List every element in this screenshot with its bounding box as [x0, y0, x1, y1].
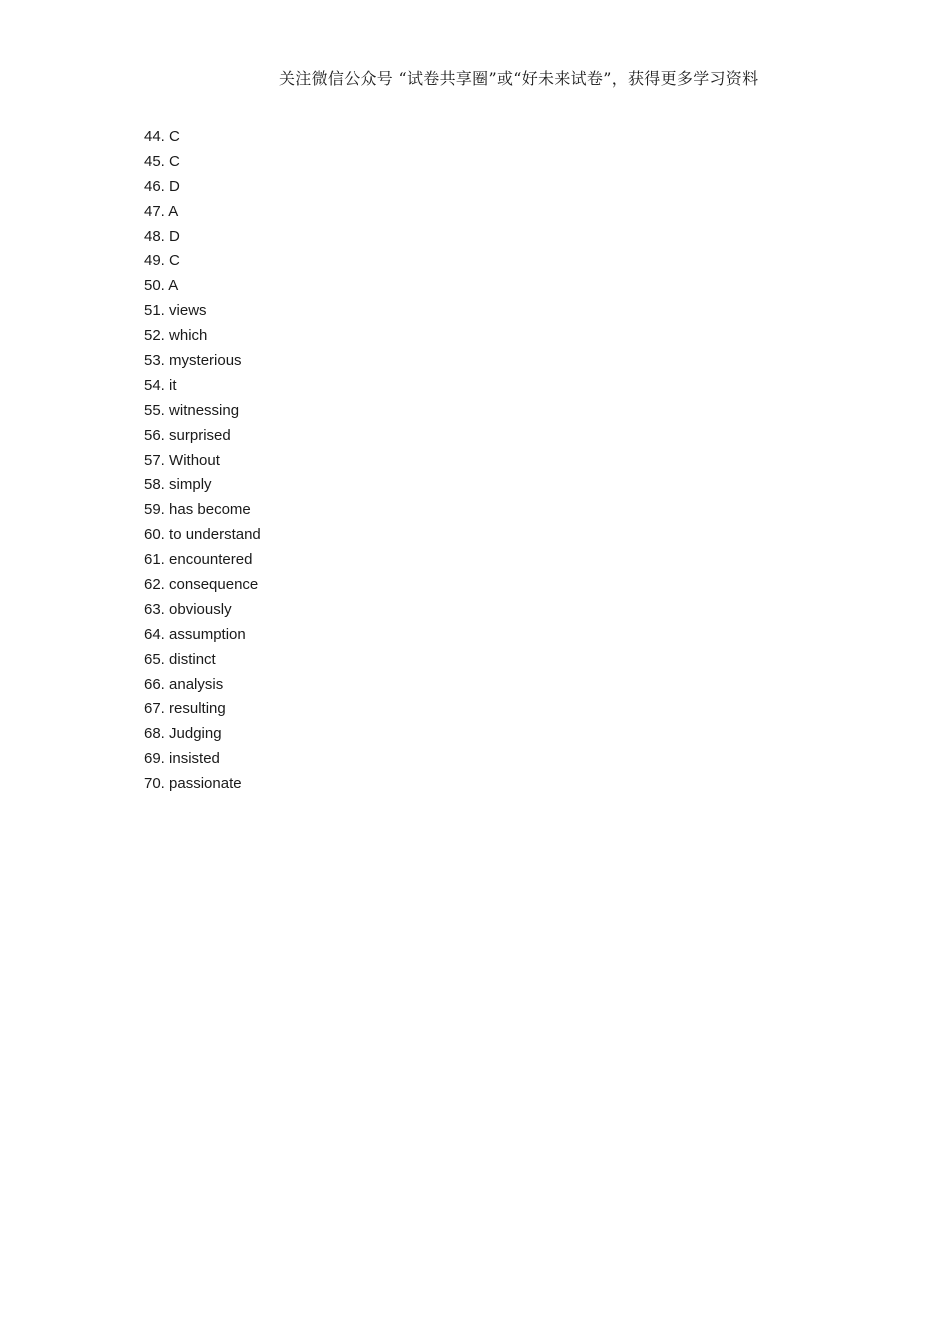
answer-text: insisted	[169, 750, 220, 768]
answer-text: witnessing	[169, 401, 240, 419]
answer-item	[144, 625, 261, 650]
answer-text: to understand	[169, 526, 261, 544]
answer-item	[144, 650, 261, 675]
answer-text: assumption	[169, 625, 246, 643]
question-number: 63.	[144, 600, 165, 618]
answer-item	[144, 127, 261, 152]
question-number: 56.	[144, 426, 165, 444]
answer-list	[144, 127, 261, 799]
answer-text: consequence	[169, 576, 259, 594]
answer-item	[144, 550, 261, 575]
question-number: 65.	[144, 650, 165, 668]
question-number: 66.	[144, 675, 165, 693]
answer-item	[144, 699, 261, 724]
answer-text: which	[169, 327, 208, 345]
answer-item	[144, 227, 261, 252]
answer-item	[144, 376, 261, 401]
answer-text: analysis	[169, 675, 224, 693]
answer-text: surprised	[169, 426, 231, 444]
answer-text: views	[169, 302, 207, 320]
answer-item	[144, 276, 261, 301]
answer-item	[144, 301, 261, 326]
answer-text: obviously	[169, 600, 232, 618]
answer-text: A	[168, 277, 179, 295]
answer-item	[144, 724, 261, 749]
question-number: 44.	[144, 128, 165, 145]
answer-text: distinct	[169, 650, 216, 668]
question-number: 48.	[144, 227, 165, 245]
question-number: 47.	[144, 202, 165, 220]
answer-item	[144, 525, 261, 550]
answer-text: passionate	[169, 775, 242, 793]
answer-item	[144, 326, 261, 351]
answer-text: Without	[169, 451, 220, 469]
answer-text: C	[169, 252, 180, 270]
question-number: 64.	[144, 625, 165, 643]
answer-text: resulting	[169, 700, 226, 718]
answer-text: simply	[169, 476, 212, 494]
question-number: 54.	[144, 376, 165, 394]
question-number: 62.	[144, 576, 165, 594]
answer-text: C	[169, 128, 180, 145]
question-number: 52.	[144, 327, 165, 345]
answer-item	[144, 451, 261, 476]
question-number: 51.	[144, 302, 165, 320]
answer-item	[144, 500, 261, 525]
answer-item	[144, 251, 261, 276]
answer-text: A	[168, 202, 179, 220]
answer-item	[144, 152, 261, 177]
answer-item	[144, 401, 261, 426]
answer-item	[144, 675, 261, 700]
question-number: 50.	[144, 277, 165, 295]
question-number: 67.	[144, 700, 165, 718]
answer-item	[144, 475, 261, 500]
header-note: 关注微信公众号 “试卷共享圈”或“好未来试卷”，获得更多学习资料	[279, 69, 759, 88]
question-number: 60.	[144, 526, 165, 544]
answer-item	[144, 575, 261, 600]
question-number: 69.	[144, 750, 165, 768]
question-number: 68.	[144, 725, 165, 743]
answer-text: encountered	[169, 551, 253, 569]
answer-item	[144, 202, 261, 227]
answer-text: it	[169, 376, 177, 394]
question-number: 46.	[144, 177, 165, 195]
answer-item	[144, 749, 261, 774]
question-number: 49.	[144, 252, 165, 270]
answer-item	[144, 351, 261, 376]
question-number: 57.	[144, 451, 165, 469]
question-number: 53.	[144, 352, 165, 370]
answer-item	[144, 426, 261, 451]
answer-text: D	[169, 177, 180, 195]
answer-text: C	[169, 152, 180, 170]
answer-text: D	[169, 227, 180, 245]
question-number: 45.	[144, 152, 165, 170]
question-number: 59.	[144, 501, 165, 519]
question-number: 70.	[144, 775, 165, 793]
question-number: 58.	[144, 476, 165, 494]
answer-item	[144, 177, 261, 202]
question-number: 55.	[144, 401, 165, 419]
answer-text: has become	[169, 501, 251, 519]
answer-text: mysterious	[169, 352, 242, 370]
question-number: 61.	[144, 551, 165, 569]
answer-item	[144, 774, 261, 799]
answer-text: Judging	[169, 725, 222, 743]
answer-item	[144, 600, 261, 625]
